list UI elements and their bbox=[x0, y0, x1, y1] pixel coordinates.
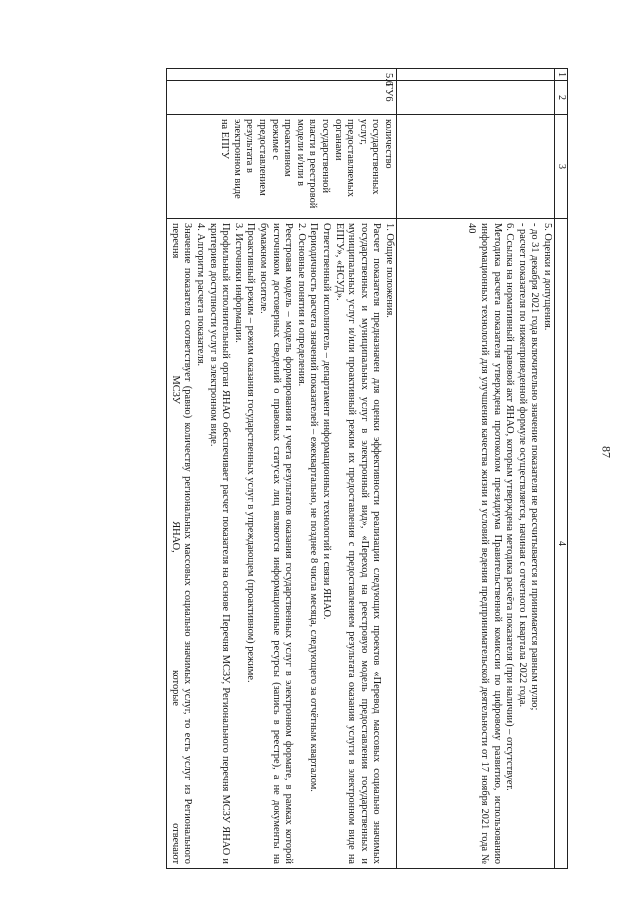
header-col-2: 2 bbox=[555, 81, 568, 115]
name-line: предоставляемых bbox=[345, 119, 357, 197]
continued-methodology-cell bbox=[397, 219, 555, 869]
header-col-3: 3 bbox=[555, 115, 568, 219]
name-line: количество bbox=[383, 119, 394, 169]
methodology-cell bbox=[167, 219, 397, 869]
table-header-row bbox=[555, 69, 568, 869]
cell-empty-1 bbox=[397, 69, 555, 81]
text-line: Периодичность расчета значений показателей – ежеквартально, не позднее 8 числа месяца, следующего за отчётным кварталом. bbox=[308, 223, 320, 792]
text-line: - расчет показателя по нижеприведенной формуле осуществляется, начиная с отчетного I квартала 2022 года. bbox=[516, 223, 528, 708]
name-line: проактивном bbox=[282, 119, 294, 177]
cell-empty-2 bbox=[397, 81, 555, 115]
name-line: модели и/или в bbox=[294, 119, 306, 186]
indicators-table bbox=[166, 68, 568, 869]
name-line: власти в реестровой bbox=[307, 119, 319, 209]
text-line: Профильный исполнительный орган ЯНАО обеспечивает расчет показателя на основе Перечня МСЗУ, Регионального перечня МСЗУ ЯНАО и критериев доступности услуг в электронном виде. bbox=[207, 223, 232, 864]
text-line: Проактивный режим – режим оказания государственных услуг в упреждающем (проактивном) режиме. bbox=[245, 223, 257, 683]
name-line: услуг, bbox=[357, 119, 369, 145]
row-number: 5.6 bbox=[167, 69, 397, 81]
name-line: государственной bbox=[320, 119, 332, 194]
text-line: Значение показателя соответствует (равно) количеству региональных массовых социально значимых услуг, то есть услуг из Регионального перечня МСЗУ ЯНАО, которые отвечают bbox=[169, 223, 194, 864]
table-row-continued bbox=[397, 69, 555, 869]
text-line: 6. Ссылка на нормативный правовой акт ЯНАО, которым утверждена методика расчёта показателя (при наличии) – отсутствует. bbox=[504, 223, 516, 791]
indicator-code: ГУ6 bbox=[167, 81, 397, 115]
name-line: органами bbox=[332, 119, 344, 161]
cell-empty-3 bbox=[397, 115, 555, 219]
name-line: на ЕПГУ bbox=[219, 119, 231, 159]
name-line: электронном виде bbox=[231, 119, 243, 199]
header-col-1: 1 bbox=[555, 69, 568, 81]
text-line: 2. Основные понятия и определения. bbox=[295, 223, 307, 387]
text-line: 5. Оценки и допущения. bbox=[542, 223, 553, 331]
table-row-5-6 bbox=[167, 69, 397, 869]
text-line: 1. Общие положения. bbox=[384, 223, 395, 318]
text-line: Ответственный исполнитель – департамент информационных технологий и связи ЯНАО. bbox=[321, 223, 333, 620]
text-line: Методика расчета показателя утверждена протоколом президиума Правительственной комиссии по цифровому развитию, использованию информационных технологий для улучшения качества жизни и условий ведения предпринимательской деятельности от 17 ноября 2021 года № 40 bbox=[466, 223, 503, 864]
text-line: Расчет показателя предназначен для оценки эффективности реализации следующих проектов «Перевод массовых социально значимых государственных и муниципальных услуг в электронный вид», «Переход на реестровую модель предоставления государственных и муниципальных услуг и/или проактивный режим их предоставления с предоставлением результата оказания услуги в электронном виде на ЕПГУ», «НСУД». bbox=[333, 223, 383, 864]
name-line: предоставлением bbox=[257, 119, 269, 196]
text-line: Реестровая модель – модель формирования и учета результатов оказания государственных услуг в электронном формате, в рамках которой источником достоверных сведений о правовых статусах лиц являются информационные ресурсы (запись в реестре), а не документы на бумажном носителе. bbox=[258, 223, 295, 864]
page-number: 87 bbox=[599, 446, 614, 458]
text-line: 3. Источники информации. bbox=[232, 223, 244, 343]
name-line: результата в bbox=[244, 119, 256, 173]
rotated-table-wrapper bbox=[98, 68, 568, 868]
name-line: режиме с bbox=[269, 119, 281, 160]
name-line: государственных bbox=[370, 119, 382, 195]
header-col-4: 4 bbox=[555, 219, 568, 869]
indicator-name bbox=[167, 115, 397, 219]
text-line: 4. Алгоритм расчета показателя. bbox=[195, 223, 207, 367]
text-line: - до 31 декабря 2021 года включительно значение показателя не рассчитывается и принимается равным нулю; bbox=[529, 223, 541, 711]
